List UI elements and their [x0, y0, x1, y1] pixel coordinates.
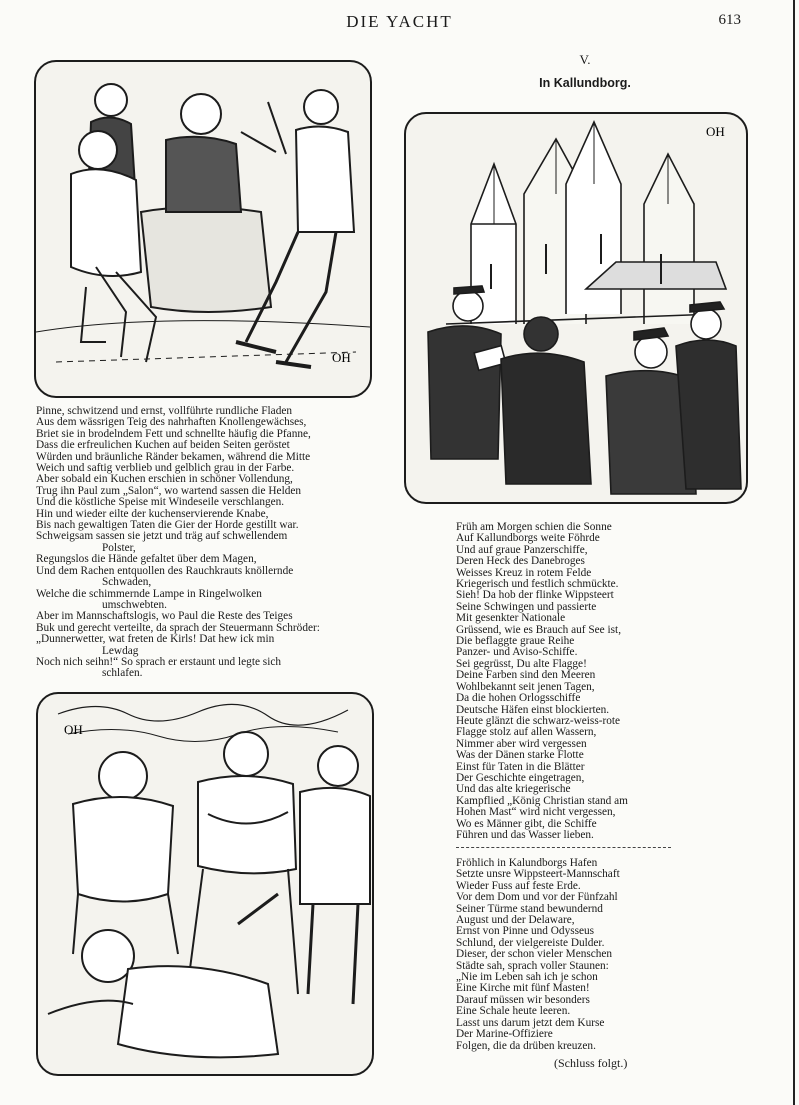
- verse-line: Dieser, der schon vieler Menschen: [456, 948, 613, 961]
- verse-line: Noch nich seihn!“ So sprach er erstaunt und legte sich: [36, 655, 282, 668]
- section-title: In Kallundborg.: [539, 76, 631, 90]
- verse-line: Nimmer aber wird vergessen: [456, 737, 587, 750]
- verse-line: Fröhlich in Kalundborgs Hafen: [456, 857, 598, 869]
- verse-line: Da die hohen Orlogsschiffe: [456, 692, 581, 705]
- sailors-at-table-drawing: [36, 62, 370, 396]
- verse-line: Polster,: [102, 541, 136, 554]
- verse-line: Der Geschichte eingetragen,: [456, 771, 585, 784]
- section-number: V.: [579, 52, 591, 67]
- verse-line: Schwaden,: [102, 576, 152, 589]
- verse-line: „Nie im Leben sah ich je schon: [456, 971, 598, 984]
- stanza-two: [456, 858, 620, 1052]
- verse-line: Einst für Taten in die Blätter: [456, 760, 585, 773]
- verse-line: Weisses Kreuz in rotem Felde: [456, 566, 592, 579]
- artist-monogram: OH: [64, 722, 83, 737]
- to-be-continued-note: (Schluss folgt.): [554, 1056, 628, 1070]
- verse-line: Lasst uns darum jetzt dem Kurse: [456, 1016, 605, 1029]
- verse-line: Sieh! Da hob der flinke Wippsteert: [456, 589, 614, 602]
- verse-line: Der Marine-Offiziere: [456, 1028, 553, 1041]
- verse-line: Regungslos die Hände gefaltet über dem Magen,: [36, 553, 257, 566]
- verse-line: umschwebten.: [102, 598, 167, 611]
- verse-line: Trug ihn Paul zum „Salon“, wo wartend sassen die Helden: [36, 484, 302, 497]
- verse-line: Ernst von Pinne und Odysseus: [456, 925, 595, 938]
- verse-line: Setzte unsre Wippsteert-Mannschaft: [456, 868, 620, 881]
- verse-line: Wohlbekannt seit jenen Tagen,: [456, 680, 595, 693]
- verse-line: Aber sobald ein Kuchen erschien in schöner Vollendung,: [36, 473, 293, 486]
- verse-line: Und das alte kriegerische: [456, 783, 571, 796]
- verse-line: Dass die erfreulichen Kuchen auf beiden Seiten geröstet: [36, 439, 290, 452]
- artist-monogram: OH: [332, 350, 351, 365]
- verse-line: „Dunnerwetter, wat freten de Kirls! Dat hew ick min: [36, 633, 275, 646]
- verse-line: Eine Kirche mit fünf Masten!: [456, 982, 590, 995]
- verse-line: Seiner Türme stand bewundernd: [456, 902, 603, 915]
- verse-line: Deren Heck des Danebroges: [456, 555, 585, 568]
- verse-line: Vor dem Dom und vor der Fünfzahl: [456, 891, 618, 904]
- verse-line: schlafen.: [102, 667, 143, 680]
- artist-monogram: OH: [706, 124, 725, 139]
- illustration-sleeping-sailors: [36, 692, 374, 1076]
- verse-line: Aber im Mannschaftslogis, wo Paul die Reste des Teiges: [36, 610, 293, 623]
- verse-line: Wieder Fuss auf feste Erde.: [456, 879, 581, 892]
- sleeping-sailors-drawing: [38, 694, 372, 1074]
- verse-line: Schlund, der vielgereiste Dulder.: [456, 936, 605, 949]
- verse-line: Führen und das Wasser lieben.: [456, 828, 594, 841]
- verse-line: Welche die schimmernde Lampe in Ringelwolken: [36, 587, 262, 600]
- verse-line: Seine Schwingen und passierte: [456, 600, 597, 613]
- verse-line: Früh am Morgen schien die Sonne: [456, 521, 612, 533]
- verse-line: Panzer- und Aviso-Schiffe.: [456, 646, 578, 659]
- verse-line: Briet sie in brodelndem Fett und schnellte häufig die Pfanne,: [36, 427, 311, 440]
- verse-line: Kriegerisch und festlich schmückte.: [456, 578, 619, 591]
- verse-line: Grüssend, wie es Brauch auf See ist,: [456, 623, 622, 636]
- illustration-sailors-at-table: [34, 60, 372, 398]
- verse-line: Kampflied „König Christian stand am: [456, 794, 628, 807]
- verse-line: Was der Dänen starke Flotte: [456, 749, 584, 762]
- page-number: 613: [718, 12, 741, 28]
- verse-line: Schweigsam sassen sie jetzt und träg auf schwellendem: [36, 530, 288, 543]
- verse-line: Die beflaggte graue Reihe: [456, 635, 575, 648]
- verse-line: Deutsche Häfen einst blockierten.: [456, 703, 610, 716]
- hexameter-text: [36, 406, 320, 680]
- verse-line: Hin und wieder eilte der kuchenservierende Knabe,: [36, 507, 269, 520]
- page-title: DIE YACHT: [346, 12, 453, 31]
- page-edge-rule: [793, 0, 795, 1105]
- stanza-one: [456, 522, 628, 841]
- illustration-kalundborg-church: [404, 112, 748, 504]
- verse-line: Sei gegrüsst, Du alte Flagge!: [456, 657, 587, 670]
- verse-line: Eine Schale heute leeren.: [456, 1005, 571, 1018]
- verse-line: Auf Kallundborgs weite Föhrde: [456, 532, 600, 545]
- verse-line: Und dem Rachen entquollen des Rauchkrauts knöllernde: [36, 564, 294, 577]
- verse-line: Hohen Mast“ wird nicht vergessen,: [456, 806, 616, 819]
- verse-line: Folgen, die da drüben kreuzen.: [456, 1039, 596, 1052]
- verse-line: Aus dem wässrigen Teig des nahrhaften Knollengewächses,: [36, 416, 307, 429]
- verse-line: Wo es Männer gibt, die Schiffe: [456, 817, 597, 830]
- verse-line: Heute glänzt die schwarz-weiss-rote: [456, 714, 621, 727]
- verse-line: Pinne, schwitzend und ernst, vollführte rundliche Fladen: [36, 405, 293, 417]
- verse-line: Lewdag: [102, 644, 139, 657]
- verse-line: Deine Farben sind den Meeren: [456, 669, 596, 682]
- verse-line: Mit gesenkter Nationale: [456, 612, 566, 625]
- kalundborg-church-drawing: [406, 114, 746, 502]
- verse-line: Flagge stolz auf allen Wassern,: [456, 726, 597, 739]
- verse-line: Buk und gerecht verteilte, da sprach der Steuermann Schröder:: [36, 621, 320, 634]
- verse-line: Und die köstliche Speise mit Windeseile verschlangen.: [36, 496, 285, 509]
- verse-line: Bis nach gewaltigen Taten die Gier der Horde gestillt war.: [36, 519, 299, 532]
- verse-line: Städte sah, sprach voller Staunen:: [456, 959, 609, 972]
- verse-line: Und auf graue Panzerschiffe,: [456, 543, 588, 556]
- verse-line: Würden und bräunliche Ränder bekamen, während die Mitte: [36, 450, 311, 463]
- verse-line: August und der Delaware,: [456, 914, 575, 927]
- stanza-divider: [456, 847, 671, 848]
- verse-line: Darauf müssen wir besonders: [456, 993, 590, 1006]
- verse-line: Weich und saftig verblieb und gelblich grau in der Farbe.: [36, 462, 295, 475]
